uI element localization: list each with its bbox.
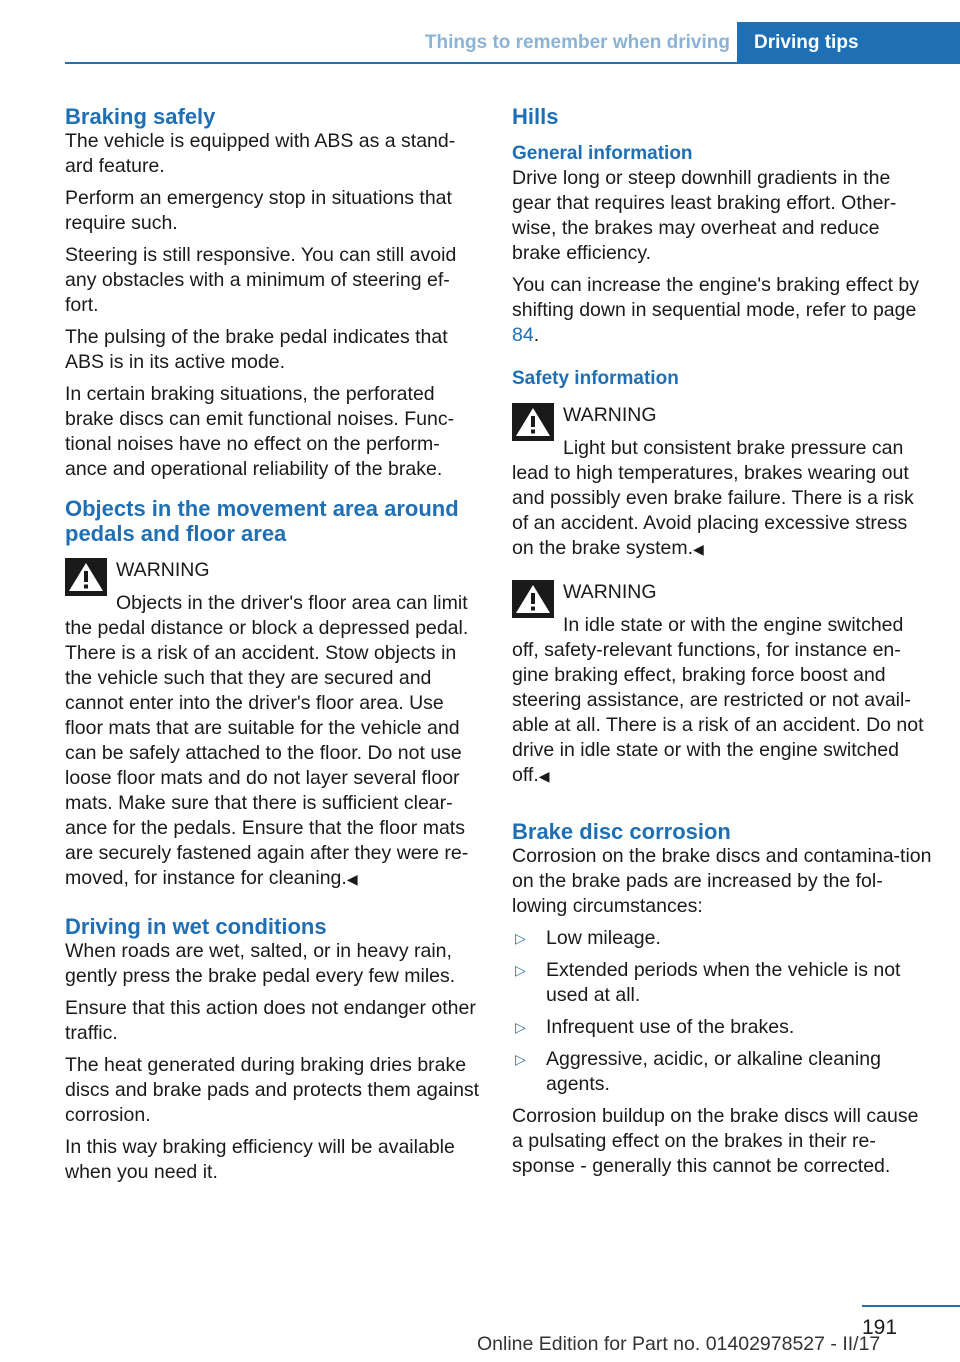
list-item: ▷ Low mileage. [515,927,661,949]
warning-text: In idle state or with the engine switched off, safety-relevant functions, for instance en-gine braking effect, braking force boost and steering assistance, are restricted or not avail-able at all. There is a risk of an accident. Do not drive in idle state or with the engine switched off.◀ [512,614,924,786]
warning-triangle-icon [65,558,107,596]
braking-paragraph: The pulsing of the brake pedal indicates that ABS is in its active mode. [65,326,448,373]
header-section-title: Things to remember when driving [424,32,730,53]
triangle-right-bullet-icon: ▷ [515,962,526,978]
corrosion-list [512,926,932,1097]
wet-paragraph: Ensure that this action does not endanger other traffic. [65,997,476,1044]
braking-paragraph: Steering is still responsive. You can still avoid any obstacles with a minimum of steering ef-fort. [65,244,457,316]
braking-paragraph: The vehicle is equipped with ABS as a stand-ard feature. [65,130,456,177]
wet-paragraph: When roads are wet, salted, or in heavy rain, gently press the brake pedal every few miles. [65,940,456,987]
braking-safely-heading: Braking safely [65,104,216,129]
page-number: 191 [862,1316,898,1339]
warning-label: WARNING [563,581,657,603]
header-chapter-tab: Driving tips [737,22,960,62]
footer-rule [862,1305,960,1307]
idle-state-warning [512,580,932,789]
brake-disc-corrosion-heading: Brake disc corrosion [512,819,731,844]
braking-paragraph: Perform an emergency stop in situations that require such. [65,187,452,234]
left-column [65,104,480,1192]
header-rule [65,62,960,64]
end-mark: ◀ [693,541,704,557]
corrosion-outro: Corrosion buildup on the brake discs will cause a pulsating effect on the brakes in their re-sponse - generally this cannot be corrected. [512,1105,919,1177]
objects-heading: Objects in the movement area around pedals and floor area [65,496,459,546]
warning-label: WARNING [563,404,657,426]
footer-edition: Online Edition for Part no. 01402978527 - II/17 [477,1333,881,1355]
end-mark: ◀ [346,871,358,887]
wet-paragraph: In this way braking efficiency will be available when you need it. [65,1136,455,1183]
hills-paragraph: You can increase the engine's braking effect by shifting down in sequential mode, refer to page 84. [512,274,920,346]
warning-label: WARNING [116,559,210,581]
braking-paragraph: In certain braking situations, the perforated brake discs can emit functional noises. Func-tional noises have no effect on the perform-ance and operational reliability of the brake. [65,383,455,480]
objects-warning [65,558,480,892]
warning-text: Objects in the driver's floor area can limit the pedal distance or block a depressed pedal. There is a risk of an accident. Stow objects in the vehicle such that they are secured and cannot enter into the driver's floor area. Use floor mats that are suitable for the vehicle and can be safely attached to the floor. Do not use loose floor mats and do not layer several floor mats. Make sure that there is sufficient clear-ance for the pedals. Ensure that the floor mats are securely fastened again after they were re-moved, for instance for cleaning.◀ [65,592,469,889]
safety-information-subheading: Safety information [512,368,679,389]
list-item: ▷ Infrequent use of the brakes. [515,1016,795,1038]
list-item: ▷ Extended periods when the vehicle is not used at all. [515,959,901,1006]
brake-pressure-warning [512,403,932,562]
page-link[interactable]: 84 [512,324,534,346]
wet-conditions-heading: Driving in wet conditions [65,914,327,939]
wet-paragraph: The heat generated during braking dries brake discs and brake pads and protects them against corrosion. [65,1054,480,1126]
triangle-right-bullet-icon: ▷ [515,930,526,946]
list-item: ▷ Aggressive, acidic, or alkaline cleaning agents. [515,1048,881,1095]
hills-paragraph: Drive long or steep downhill gradients in the gear that requires least braking effort. Other-wise, the brakes may overheat and reduce brake efficiency. [512,167,897,264]
warning-triangle-icon [512,403,554,441]
end-mark: ◀ [538,768,550,784]
warning-triangle-icon [512,580,554,618]
corrosion-intro: Corrosion on the brake discs and contamina-tion on the brake pads are increased by the fol-lowing circumstances: [512,845,932,917]
general-information-subheading: General information [512,143,693,164]
triangle-right-bullet-icon: ▷ [515,1051,526,1067]
warning-text: Light but consistent brake pressure can lead to high temperatures, brakes wearing out and possibly even brake failure. There is a risk of an accident. Avoid placing excessive stress on the brake system.◀ [512,437,914,559]
hills-heading: Hills [512,104,559,129]
right-column [512,104,932,1186]
triangle-right-bullet-icon: ▷ [515,1019,526,1035]
